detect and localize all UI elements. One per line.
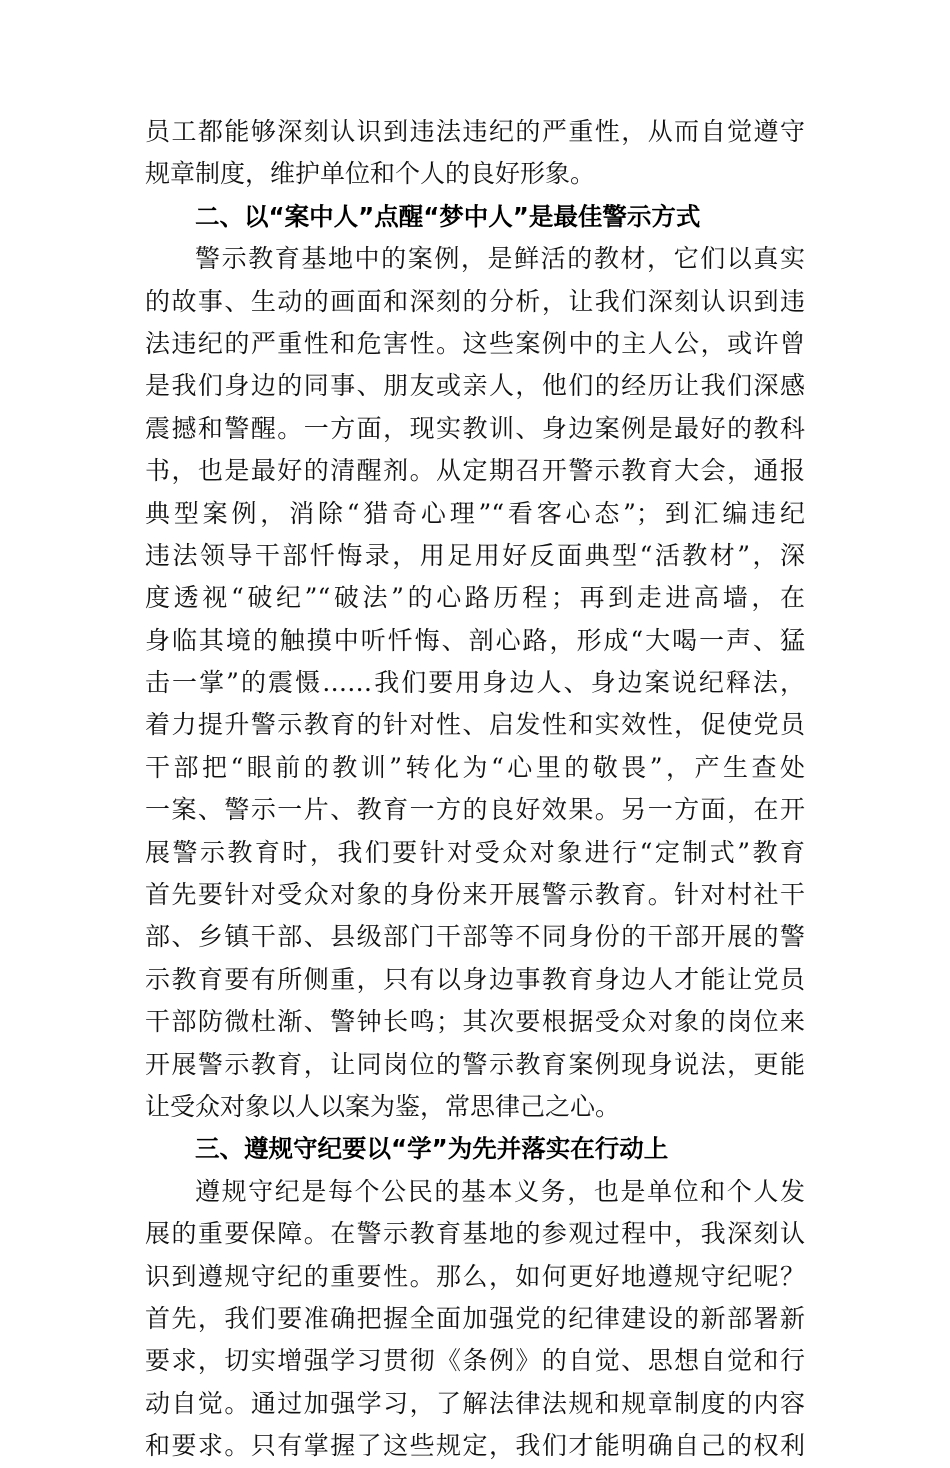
paragraph-line: 首先，我们要准确把握全面加强党的纪律建设的新部署新 [145,1303,805,1333]
paragraph-line: 法违纪的严重性和危害性。这些案例中的主人公，或许曾 [145,328,805,358]
section-heading: 二、以“案中人”点醒“梦中人”是最佳警示方式 [195,201,701,231]
paragraph-line: 震撼和警醒。一方面，现实教训、身边案例是最好的教科 [145,413,805,443]
paragraph-line: 干部把“眼前的教训”转化为“心里的敬畏”，产生查处 [145,752,805,782]
paragraph-line: 部、乡镇干部、县级部门干部等不同身份的干部开展的警 [145,922,805,952]
paragraph-line: 示教育要有所侧重，只有以身边事教育身边人才能让党员 [145,964,805,994]
paragraph-line: 员工都能够深刻认识到违法违纪的严重性，从而自觉遵守 [145,117,805,146]
paragraph-line: 规章制度，维护单位和个人的良好形象。 [145,159,596,189]
paragraph-line: 度透视“破纪”“破法”的心路历程；再到走进高墙，在 [145,583,805,613]
paragraph-line: 的故事、生动的画面和深刻的分析，让我们深刻认识到违 [145,286,805,316]
paragraph-line: 遵规守纪是每个公民的基本义务，也是单位和个人发 [195,1176,805,1206]
paragraph-line: 要求，切实增强学习贯彻《条例》的自觉、思想自觉和行 [145,1346,805,1376]
paragraph-line: 和要求。只有掌握了这些规定，我们才能明确自己的权利 [145,1431,805,1461]
paragraph-line: 展警示教育时，我们要针对受众对象进行“定制式”教育 [145,837,805,867]
paragraph-line: 一案、警示一片、教育一方的良好效果。另一方面，在开 [145,795,805,825]
paragraph-line: 开展警示教育，让同岗位的警示教育案例现身说法，更能 [145,1049,805,1079]
paragraph-line: 让受众对象以人以案为鉴，常思律己之心。 [145,1091,621,1121]
document-page [145,111,805,1468]
paragraph-line: 是我们身边的同事、朋友或亲人，他们的经历让我们深感 [145,371,805,401]
paragraph-line: 典型案例，消除“猎奇心理”“看客心态”；到汇编违纪 [145,498,805,528]
paragraph-line: 着力提升警示教育的针对性、启发性和实效性，促使党员 [145,710,805,740]
paragraph-line: 违法领导干部忏悔录，用足用好反面典型“活教材”，深 [145,540,805,570]
paragraph-line: 击一掌”的震慑……我们要用身边人、身边案说纪释法， [145,668,805,698]
section-heading: 三、遵规守纪要以“学”为先并落实在行动上 [195,1134,669,1164]
paragraph-line: 首先要针对受众对象的身份来开展警示教育。针对村社干 [145,880,805,910]
paragraph-line: 警示教育基地中的案例，是鲜活的教材，它们以真实 [195,244,805,274]
paragraph-line: 身临其境的触摸中听忏悔、剖心路，形成“大喝一声、猛 [145,625,805,655]
paragraph-line: 干部防微杜渐、警钟长鸣；其次要根据受众对象的岗位来 [145,1007,805,1037]
paragraph-line: 识到遵规守纪的重要性。那么，如何更好地遵规守纪呢？ [145,1261,805,1291]
paragraph-line: 展的重要保障。在警示教育基地的参观过程中，我深刻认 [145,1219,805,1249]
paragraph-line: 书，也是最好的清醒剂。从定期召开警示教育大会，通报 [145,456,805,486]
paragraph-line: 动自觉。通过加强学习，了解法律法规和规章制度的内容 [145,1388,805,1418]
